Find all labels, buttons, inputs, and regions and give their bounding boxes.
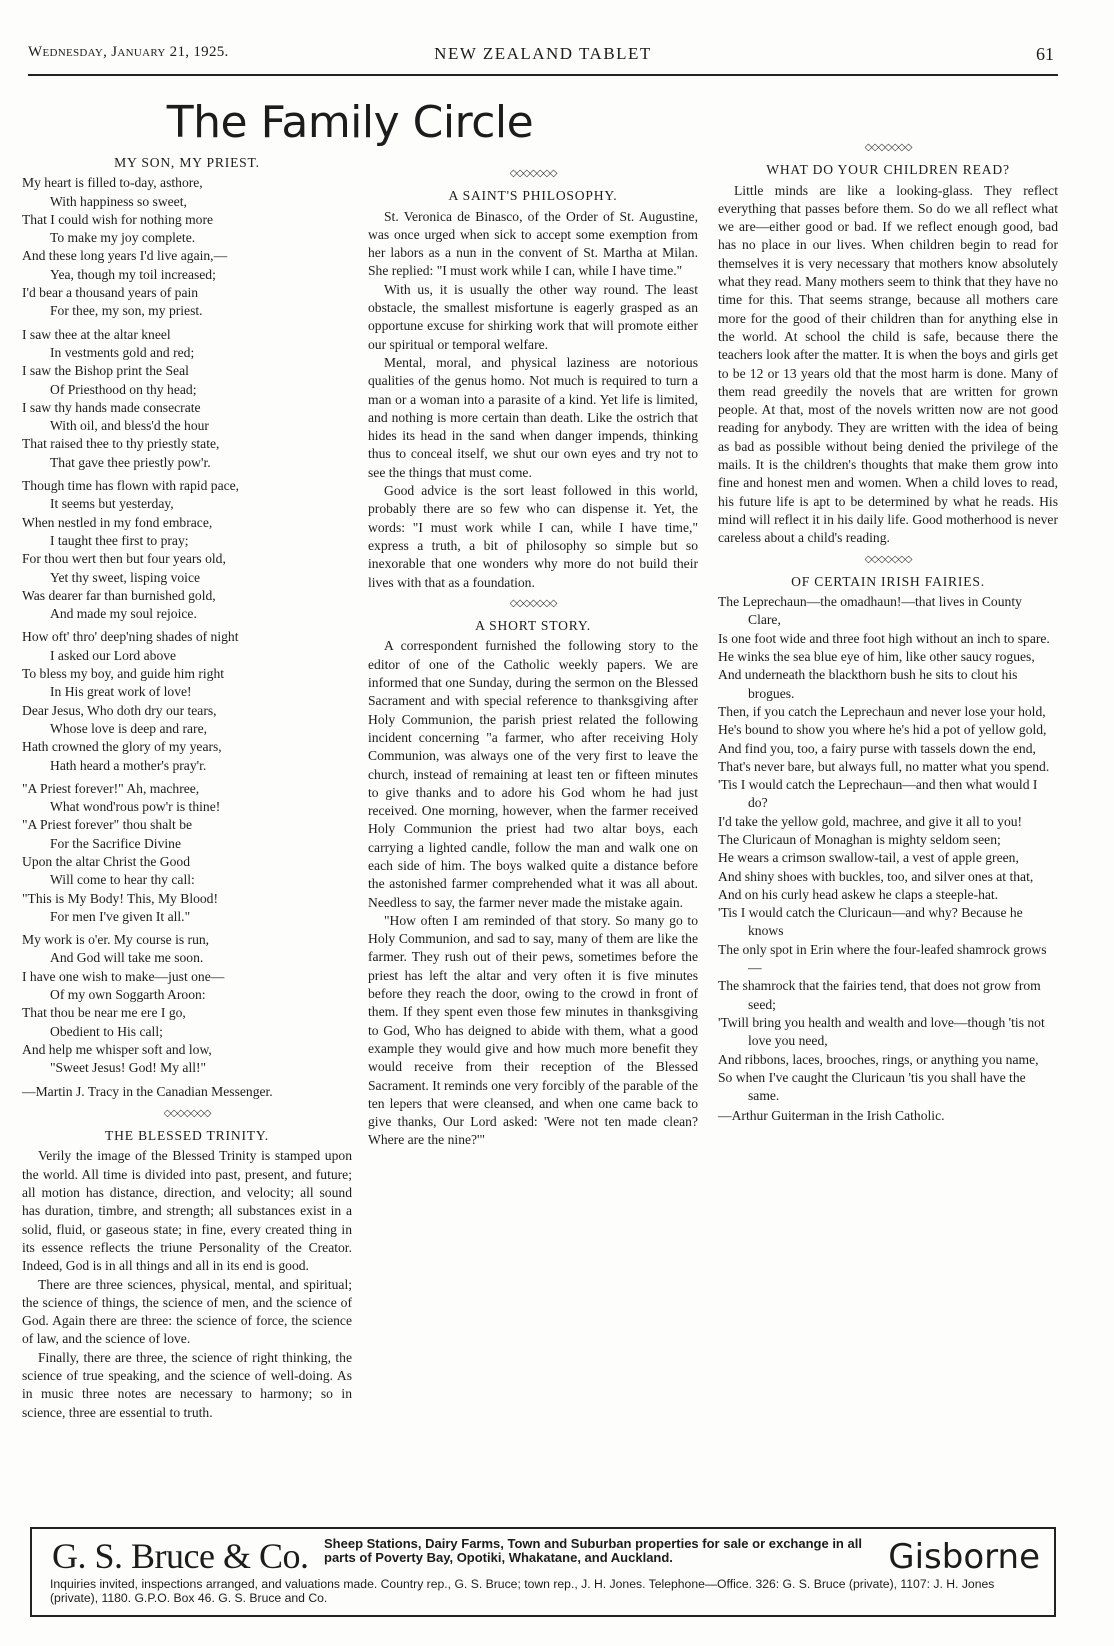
ornament-divider: ◇◇◇◇◇◇◇	[509, 597, 557, 609]
poem-line: That gave thee priestly pow'r.	[50, 454, 211, 470]
saint-paragraph: Mental, moral, and physical laziness are notorious qualities of the genus homo. Not much is required to turn a man or a woman into a parasite of a kind. Yet life is limited, and nothing is more certain than death. Like the ostrich that hides its head in the sand when danger impends, thinking thus to conceal itself, we shut our own eyes and try not to see the things that must come.	[368, 354, 698, 480]
ballad-line: 'Twill bring you health and wealth and love—though 'tis not love you need,	[718, 1014, 1045, 1049]
poem-line: Upon the altar Christ the Good	[22, 853, 191, 869]
poem-line: I have one wish to make—just one—	[22, 968, 225, 984]
fairies-poem	[718, 593, 1058, 1105]
advert-company-name: G. S. Bruce & Co.	[52, 1536, 309, 1576]
ornament-divider: ◇◇◇◇◇◇◇	[509, 168, 557, 179]
ballad-line: The Cluricaun of Monaghan is mighty seldom seen;	[718, 831, 1001, 847]
poem-line: Of Priesthood on thy head;	[50, 381, 197, 397]
poem-line: With happiness so sweet,	[50, 193, 187, 209]
poem-line: To bless my boy, and guide him right	[22, 666, 225, 682]
ornament-divider: ◇◇◇◇◇◇◇	[864, 142, 912, 153]
poem-line: And God will take me soon.	[50, 950, 204, 966]
poem-line: Of my own Soggarth Aroon:	[50, 987, 206, 1003]
ballad-line: That's never bare, but always full, no matter what you spend.	[718, 758, 1050, 774]
ballad-line: The only spot in Erin where the four-leafed shamrock grows—	[718, 941, 1047, 976]
poem-line: Was dearer far than burnished gold,	[22, 587, 216, 603]
column-2	[368, 162, 698, 1150]
poem-line: Obedient to His call;	[50, 1023, 163, 1039]
trinity-paragraph: Finally, there are three, the science of right thinking, the science of true speaking, and the science of well-doing. As in music three notes are necessary to harmony; so in science, three are essential to truth.	[22, 1349, 352, 1420]
ballad-line: I'd take the yellow gold, machree, and give it all to you!	[718, 813, 1023, 829]
saint-paragraph: St. Veronica de Binasco, of the Order of St. Augustine, was once urged when sick to accept some exemption from her labors as a nun in the convent of St. Martha at Milan. She replied: "I must work while I can, while I have time."	[368, 208, 698, 279]
story-paragraph: A correspondent furnished the following story to the editor of one of the Catholic weekly papers. We are informed that one Sunday, during the sermon on the Blessed Sacrament and with special reference to thanksgiving after Holy Communion, the parish priest related the following incident concerning "a farmer, who after receiving Holy Communion, was always one of the very first to leave the church, instead of remaining at least ten or fifteen minutes to give thanks and to adore his God whom he had just received. One morning, however, when the farmer received Holy Communion the priest had two altar boys, each carrying a lighted candle, follow the man and walk one on each side of him. The boys walked quite a distance before the astonished farmer comprehended what it was all about. Needless to say, the farmer never made the mistake again.	[368, 638, 698, 910]
poem-line: My heart is filled to-day, asthore,	[22, 175, 203, 191]
poem-line: For thou wert then but four years old,	[22, 551, 226, 567]
ballad-line: And ribbons, laces, brooches, rings, or anything you name,	[718, 1051, 1039, 1067]
poem-line: I asked our Lord above	[50, 647, 177, 663]
poem-line: When nestled in my fond embrace,	[22, 514, 213, 530]
column-1	[22, 96, 352, 1420]
poem-line: And these long years I'd live again,—	[22, 248, 228, 264]
advert-place: Gisborne	[888, 1537, 1040, 1577]
poem-line: "This is My Body! This, My Blood!	[22, 890, 219, 906]
poem-line: In His great work of love!	[50, 684, 192, 700]
poem-body	[22, 174, 352, 1077]
poem-line: "Sweet Jesus! God! My all!"	[50, 1060, 207, 1076]
ballad-line: He wears a crimson swallow-tail, a vest of apple green,	[718, 850, 1019, 866]
fairies-title: OF CERTAIN IRISH FAIRIES.	[791, 573, 985, 589]
poem-line: I'd bear a thousand years of pain	[22, 285, 199, 301]
ballad-line: The shamrock that the fairies tend, that does not grow from seed;	[718, 978, 1041, 1012]
poem-line: I saw thee at the altar kneel	[22, 326, 171, 342]
column-3	[718, 96, 1058, 1130]
story-title: A SHORT STORY.	[475, 618, 591, 634]
header-date: Wednesday, January 21, 1925.	[28, 44, 229, 60]
ballad-line: And find you, too, a fairy purse with tassels down the end,	[718, 740, 1036, 756]
saint-paragraph: Good advice is the sort least followed in this world, probably there are so few who can dispense it. Yet, the words: "I must work while I can, while I have time," express a truth, a bit of philosophy so simple but so inexorable that one wonders why more do not build their lives with that as a foundation.	[368, 483, 698, 590]
poem-line: Whose love is deep and rare,	[50, 720, 208, 736]
poem-stanza	[22, 174, 352, 320]
ballad-line: He's bound to show you where he's hid a pot of yellow gold,	[718, 722, 1047, 738]
trinity-title: THE BLESSED TRINITY.	[105, 1128, 269, 1144]
header-title: NEW ZEALAND TABLET	[434, 44, 652, 63]
poem-line: Dear Jesus, Who doth dry our tears,	[22, 702, 217, 718]
ornament-divider: ◇◇◇◇◇◇◇	[864, 553, 912, 565]
poem-line: For the Sacrifice Divine	[50, 835, 181, 851]
page-number: 61	[1036, 44, 1054, 64]
poem-line: That I could wish for nothing more	[22, 211, 214, 227]
poem-line: That raised thee to thy priestly state,	[22, 436, 220, 452]
poem-line: And help me whisper soft and low,	[22, 1041, 212, 1057]
saint-paragraph: With us, it is usually the other way round. The least obstacle, the smallest misfortune is eagerly grasped as an opportune excuse for shirking work that will promote either our spiritual or temporal welfare.	[368, 281, 698, 352]
poem-line: Though time has flown with rapid pace,	[22, 478, 240, 494]
poem-line: "A Priest forever!" Ah, machree,	[22, 780, 200, 796]
poem-line: That thou be near me ere I go,	[22, 1005, 186, 1021]
ballad-line: Then, if you catch the Leprechaun and never lose your hold,	[718, 703, 1046, 719]
poem-line: For men I've given It all."	[50, 908, 191, 924]
children-title: WHAT DO YOUR CHILDREN READ?	[766, 162, 1010, 178]
poem-line: Yet thy sweet, lisping voice	[50, 569, 201, 585]
poem-line: Will come to hear thy call:	[50, 872, 195, 888]
advertisement	[30, 1527, 1056, 1617]
poem-line: My work is o'er. My course is run,	[22, 932, 210, 948]
ballad-line: 'Tis I would catch the Leprechaun—and then what would I do?	[718, 777, 1038, 811]
ballad-line: So when I've caught the Cluricaun 'tis you shall have the same.	[718, 1069, 1026, 1104]
poem-title: MY SON, MY PRIEST.	[114, 155, 260, 170]
poem-line: What wond'rous pow'r is thine!	[50, 799, 221, 815]
children-paragraph: Little minds are like a looking-glass. They reflect everything that passes before them. So do we all reflect what we are—either good or bad. If we reflect enough good, bad has no place in our lives. When children begin to read for themselves it is very necessary that mothers know absolutely what they read. Many mothers seem to think that they have no time for this. That seems strange, because all mothers care more for the good of their children than for anything else in the world. At school the child is safe, because there the teachers look after the matter. It is when the boys and girls get to be 12 or 13 years old that the most harm is done. Many of them read greedily the novels that are written for grown people. At that, most of the novels written now are not good reading for anybody. They are written with the idea of being as bad as possible without being denied the privilege of the mails. It is the children's thoughts that make them grow into fine and honest men and women. When a child loves to read, his future life is apt to be determined by what he reads. His mind will reflect it in his daily life. Good motherhood is never careless about a child's reading.	[718, 182, 1058, 546]
poem-stanza	[22, 628, 352, 774]
poem-stanza	[22, 931, 352, 1077]
story-paragraph: "How often I am reminded of that story. So many go to Holy Communion, and sad to say, many of them are like the farmer. They rush out of their pews, sometimes before the priest has left the altar and very often it is five minutes before they reach the door, owing to the crowd in front of them. If they spent even those few minutes in thanksgiving to God, Who has deigned to abide with them, what a good example they would give and how much more benefit they would receive from their reception of the Blessed Sacrament. It reminds one very forcibly of the parable of the ten lepers that were cleansed, and when one came back to give thanks, Our Lord asked: 'Were not ten made clean? Where are the nine?'"	[368, 912, 698, 1148]
poem-line: And made my soul rejoice.	[50, 606, 197, 622]
poem-line: How oft' thro' deep'ning shades of night	[22, 629, 239, 645]
poem-line: To make my joy complete.	[50, 230, 196, 246]
poem-line: For thee, my son, my priest.	[50, 303, 203, 319]
ballad-line: The Leprechaun—the omadhaun!—that lives in County Clare,	[718, 594, 1022, 628]
fairies-attribution: —Arthur Guiterman in the Irish Catholic.	[718, 1108, 945, 1124]
ballad-line: He winks the sea blue eye of him, like other saucy rogues,	[718, 649, 1035, 665]
poem-line: In vestments gold and red;	[50, 344, 195, 360]
poem-line: I taught thee first to pray;	[50, 532, 189, 548]
masthead-title: The Family Circle	[166, 97, 534, 148]
ballad-line: And shiny shoes with buckles, too, and silver ones at that,	[718, 868, 1034, 884]
advert-text: Sheep Stations, Dairy Farms, Town and Suburban properties for sale or exchange in all parts of Poverty Bay, Opotiki, Whakatane, and Auckland.	[324, 1536, 862, 1565]
trinity-paragraph: Verily the image of the Blessed Trinity is stamped upon the world. All time is divided into past, present, and future; all motion has distance, direction, and velocity; all sound has duration, timbre, and strength; all substances exist in a solid, fluid, or gaseous state; in fine, every created thing in its essence reflects the triune Personality of the Creator. Indeed, God is in all things and all in its end is good.	[22, 1148, 352, 1274]
poem-line: I saw thy hands made consecrate	[22, 399, 201, 415]
poem-stanza	[22, 477, 352, 623]
poem-line: Hath heard a mother's pray'r.	[50, 757, 207, 773]
ballad-line: 'Tis I would catch the Cluricaun—and why? Because he knows	[718, 905, 1023, 939]
poem-attribution: —Martin J. Tracy in the Canadian Messenger.	[22, 1083, 273, 1099]
saint-title: A SAINT'S PHILOSOPHY.	[448, 188, 618, 204]
poem-line: Yea, though my toil increased;	[50, 266, 216, 282]
poem-line: It seems but yesterday,	[50, 496, 174, 512]
ballad-line: And on his curly head askew he claps a steeple-hat.	[718, 886, 999, 902]
trinity-paragraph: There are three sciences, physical, mental, and spiritual; the science of things, the science of men, and the science of God. Again there are three: the science of force, the science of law, and the science of love.	[22, 1276, 352, 1347]
ornament-divider: ◇◇◇◇◇◇◇	[163, 1107, 211, 1119]
ballad-line: And underneath the blackthorn bush he sits to clout his brogues.	[718, 667, 1018, 701]
poem-line: Hath crowned the glory of my years,	[22, 739, 222, 755]
poem-line: "A Priest forever" thou shalt be	[22, 817, 193, 833]
ballad-line: Is one foot wide and three foot high without an inch to spare.	[718, 630, 1050, 646]
poem-stanza	[22, 780, 352, 926]
page-header	[28, 40, 1058, 76]
advert-contact: Inquiries invited, inspections arranged, and valuations made. Country rep., G. S. Bruce; town rep., J. H. Jones. Telephone—Office. 326: G. S. Bruce (private), 1107: J. H. Jones (private), 1180. G.P.O. Box 46. G. S. Bruce and Co.	[50, 1577, 995, 1605]
poem-line: With oil, and bless'd the hour	[50, 418, 209, 434]
poem-line: I saw the Bishop print the Seal	[22, 363, 189, 379]
poem-stanza	[22, 326, 352, 472]
